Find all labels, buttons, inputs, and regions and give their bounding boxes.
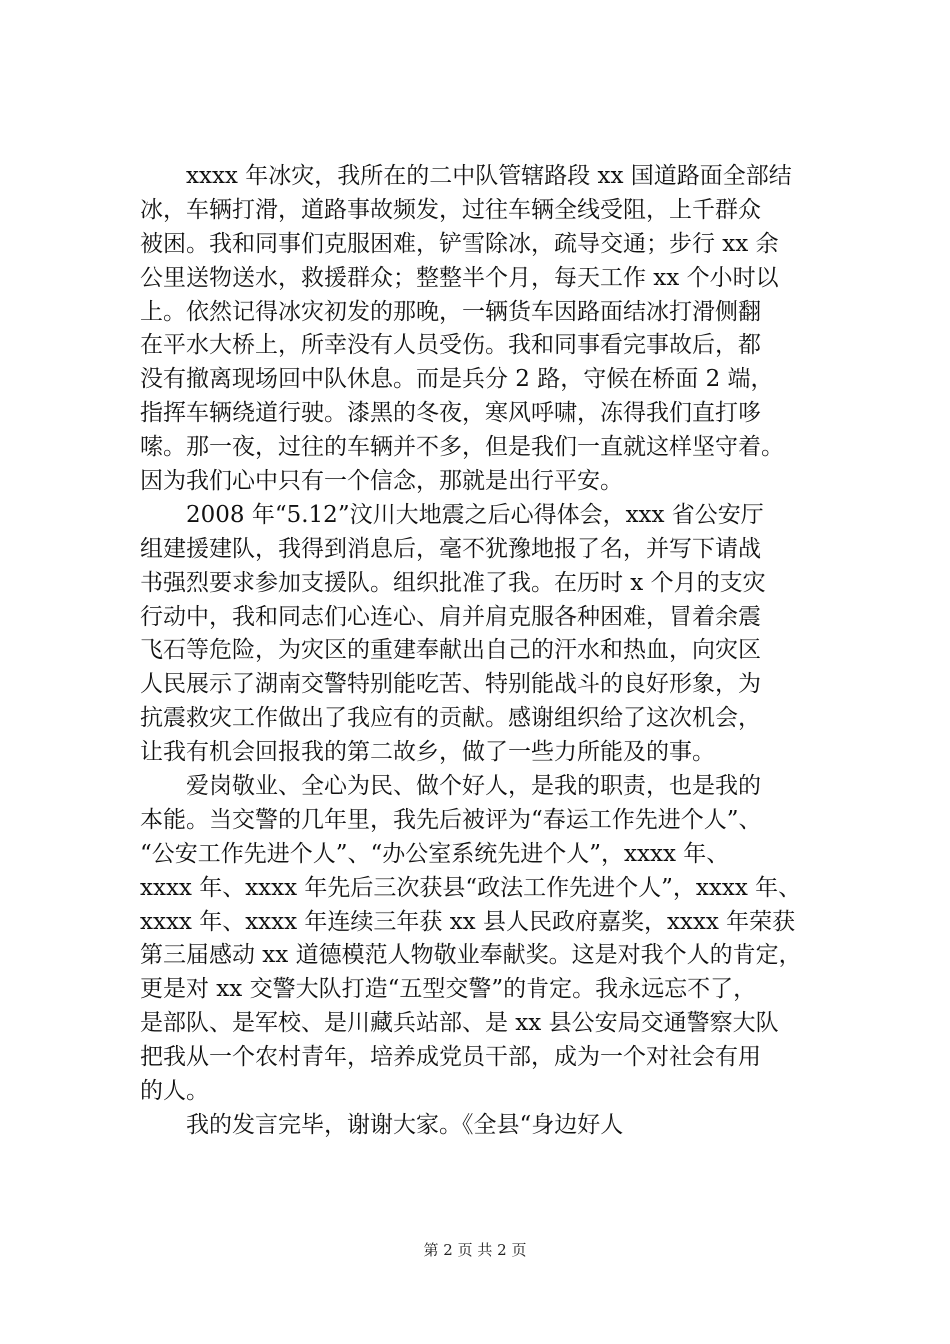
text-line: 行动中，我和同志们心连心、肩并肩克服各种困难，冒着余震 <box>140 603 761 630</box>
text-line: xxxx 年、xxxx 年连续三年获 xx 县人民政府嘉奖，xxxx 年荣获 <box>140 908 796 935</box>
text-line: 因为我们心中只有一个信念，那就是出行平安。 <box>140 468 623 495</box>
text-line: 我的发言完毕，谢谢大家。《全县“身边好人 <box>140 1111 624 1138</box>
text-line: 公里送物送水，救援群众；整整半个月，每天工作 xx 个小时以 <box>140 264 779 291</box>
text-line: 冰，车辆打滑，道路事故频发，过往车辆全线受阻，上千群众 <box>140 196 761 223</box>
text-line: 人民展示了湖南交警特别能吃苦、特别能战斗的良好形象，为 <box>140 671 761 698</box>
text-line: 组建援建队，我得到消息后，毫不犹豫地报了名，并写下请战 <box>140 535 761 562</box>
text-line: 是部队、是军校、是川藏兵站部、是 xx 县公安局交通警察大队 <box>140 1010 779 1037</box>
text-line: 把我从一个农村青年，培养成党员干部，成为一个对社会有用 <box>140 1044 761 1071</box>
text-line: 爱岗敬业、全心为民、做个好人，是我的职责，也是我的 <box>140 773 761 800</box>
text-line: 上。依然记得冰灾初发的那晚，一辆货车因路面结冰打滑侧翻 <box>140 298 761 325</box>
text-line: “公安工作先进个人”、“办公室系统先进个人”，xxxx 年、 <box>140 840 730 867</box>
text-line: 的人。 <box>140 1078 209 1105</box>
text-line: 飞石等危险，为灾区的重建奉献出自己的汗水和热血，向灾区 <box>140 637 761 664</box>
text-line: xxxx 年、xxxx 年先后三次获县“政法工作先进个人”，xxxx 年、 <box>140 874 802 901</box>
text-line: 书强烈要求参加支援队。组织批准了我。在历时 x 个月的支灾 <box>140 569 766 596</box>
document-body <box>140 160 842 1143</box>
text-line: 嗦。那一夜，过往的车辆并不多，但是我们一直就这样坚守着。 <box>140 434 784 461</box>
text-line: 没有撤离现场回中队休息。而是兵分 2 路，守候在桥面 2 端， <box>140 366 774 393</box>
text-line: 更是对 xx 交警大队打造“五型交警”的肯定。我永远忘不了， <box>140 976 757 1003</box>
text-line: 在平水大桥上，所幸没有人员受伤。我和同事看完事故后，都 <box>140 332 761 359</box>
text-line: 抗震救灾工作做出了我应有的贡献。感谢组织给了这次机会， <box>140 705 761 732</box>
text-line: xxxx 年冰灾，我所在的二中队管辖路段 xx 国道路面全部结 <box>140 163 792 189</box>
page-number-footer: 第 2 页 共 2 页 <box>423 1241 527 1259</box>
text-line: 被困。我和同事们克服困难，铲雪除冰，疏导交通；步行 xx 余 <box>140 230 779 257</box>
text-line: 第三届感动 xx 道德模范人物敬业奉献奖。这是对我个人的肯定， <box>140 942 802 969</box>
text-line: 指挥车辆绕道行驶。漆黑的冬夜，寒风呼啸，冻得我们直打哆 <box>140 400 761 427</box>
text-line: 2008 年“5.12”汶川大地震之后心得体会，xxx 省公安厅 <box>140 501 764 528</box>
text-line: 让我有机会回报我的第二故乡，做了一些力所能及的事。 <box>140 739 715 766</box>
text-line: 本能。当交警的几年里，我先后被评为“春运工作先进个人”、 <box>140 806 762 833</box>
